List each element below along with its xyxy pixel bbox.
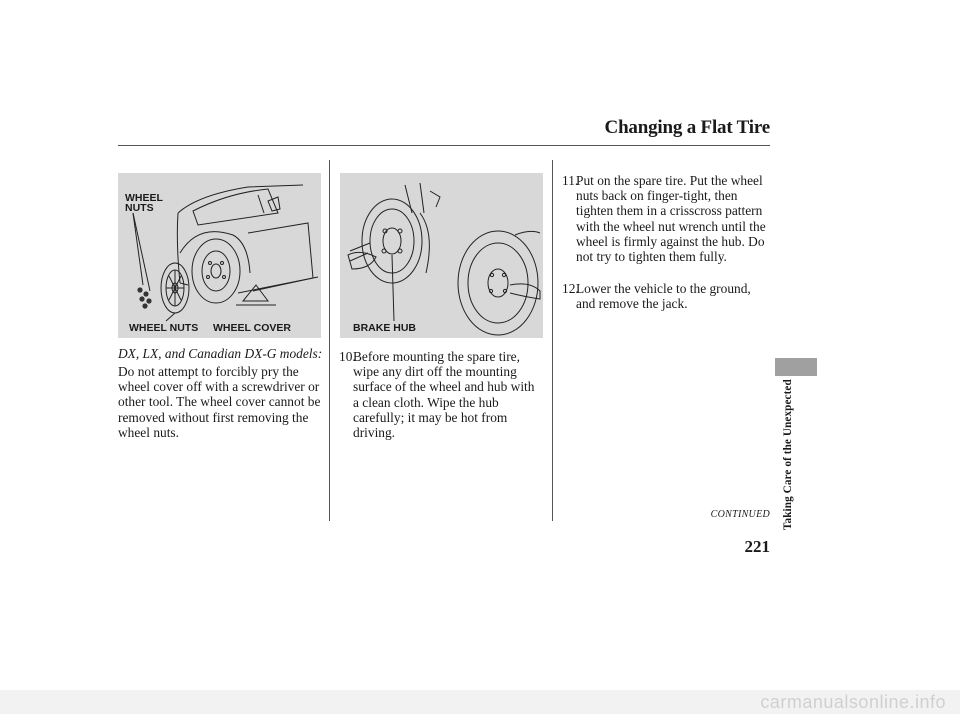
step-12 bbox=[562, 281, 772, 321]
callout-wheel-cover: WHEEL COVER bbox=[213, 322, 291, 334]
column-divider-left bbox=[329, 160, 330, 521]
step-11 bbox=[562, 173, 772, 273]
callout-wheel-nuts-top: WHEEL NUTS bbox=[125, 192, 163, 214]
step-12-text: Lower the vehicle to the ground, and remove the jack. bbox=[576, 281, 751, 312]
watermark-text: carmanualsonline.info bbox=[760, 692, 946, 712]
callout-wheel-nuts: WHEEL NUTS bbox=[129, 322, 199, 334]
models-subtitle: DX, LX, and Canadian DX-G models: bbox=[118, 346, 323, 361]
left-column-paragraph: Do not attempt to forcibly pry the wheel cover off with a screwdriver or other tool. The wheel cover cannot be removed without first removing the wheel nuts. bbox=[118, 364, 321, 440]
continued-note: CONTINUED bbox=[710, 509, 770, 520]
page-title: Changing a Flat Tire bbox=[604, 117, 770, 138]
step-10 bbox=[339, 349, 547, 441]
step-10-number: 10. bbox=[339, 349, 356, 364]
step-11-text: Put on the spare tire. Put the wheel nuts back on finger-tight, then tighten them in a crisscross pattern with the wheel nut wrench until the wheel is firmly against the hub. Do not try to tighten them fully. bbox=[576, 173, 766, 265]
brake-hub-illustration bbox=[340, 173, 543, 338]
section-tab-text: Taking Care of the Unexpected bbox=[782, 379, 794, 530]
figure-wheel-cover bbox=[118, 173, 321, 338]
step-12-number: 12. bbox=[562, 281, 579, 296]
step-11-number: 11. bbox=[562, 173, 579, 188]
header-rule bbox=[118, 145, 770, 146]
watermark-bar bbox=[0, 690, 960, 714]
section-tab-label bbox=[782, 370, 802, 530]
callout-brake-hub: BRAKE HUB bbox=[353, 322, 416, 334]
step-10-text: Before mounting the spare tire, wipe any dirt off the mounting surface of the wheel and hub with a clean cloth. Wipe the hub carefully; it may be hot from driving. bbox=[353, 349, 535, 441]
page-number: 221 bbox=[744, 537, 770, 556]
figure-brake-hub bbox=[340, 173, 543, 338]
column-divider-right bbox=[552, 160, 553, 521]
